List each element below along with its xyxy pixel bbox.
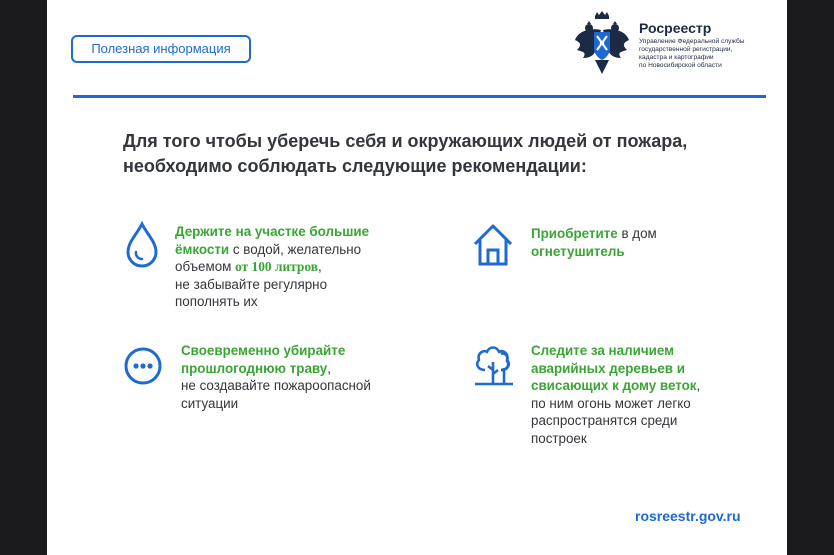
tip-trees-text-3: , bbox=[696, 378, 701, 393]
useful-info-badge: Полезная информация bbox=[71, 35, 251, 63]
tip-trees-highlight-2: аварийных деревьев и bbox=[531, 360, 685, 376]
tip-house-highlight-2: огнетушитель bbox=[531, 243, 625, 259]
headline-line-2: необходимо соблюдать следующие рекомендации: bbox=[123, 156, 587, 176]
house-icon bbox=[471, 220, 515, 268]
tip-extinguisher bbox=[471, 220, 731, 280]
water-drop-icon bbox=[123, 220, 167, 268]
tip-trees-text-6: построек bbox=[531, 430, 587, 446]
tip-water-containers bbox=[123, 220, 413, 316]
header-divider bbox=[73, 95, 766, 98]
tip-trees-text-4: по ним огонь может легко bbox=[531, 395, 691, 411]
tip-water-highlight-2: ёмкости bbox=[175, 241, 230, 257]
logo-subtitle: Управление Федеральной службы государственной регистрации, кадастра и картографии по Новосибирской области bbox=[639, 38, 745, 69]
rosreestr-logo bbox=[573, 8, 785, 80]
tip-dangerous-trees bbox=[471, 340, 741, 450]
tip-water-highlight-1: Держите на участке большие bbox=[175, 224, 370, 239]
tip-house-highlight-1: Приобретите bbox=[531, 226, 618, 241]
tip-trees-highlight-1: Следите за наличием bbox=[531, 343, 675, 358]
tip-water-text-4: не забывайте регулярно bbox=[175, 276, 328, 292]
tip-grass-highlight-2: прошлогоднюю траву bbox=[181, 360, 328, 376]
trees-icon bbox=[471, 340, 515, 388]
tip-trees-highlight-3: свисающих к дому веток bbox=[531, 378, 697, 393]
tip-grass-text-3: не создавайте пожароопасной bbox=[181, 378, 371, 393]
ellipsis-circle-icon bbox=[123, 340, 167, 388]
logo-title: Росреестр bbox=[639, 20, 712, 36]
slide bbox=[47, 0, 787, 555]
tip-water-text-2: с водой, желательно bbox=[229, 241, 362, 257]
headline bbox=[123, 129, 763, 179]
tip-water-text-5: пополнять их bbox=[175, 294, 258, 309]
tip-water-highlight-3: от 100 литров bbox=[235, 259, 318, 274]
tip-trees-text-5: распространятся среди bbox=[531, 413, 678, 428]
double-headed-eagle-emblem-icon bbox=[573, 10, 631, 76]
tip-remove-grass bbox=[123, 340, 423, 420]
footer-website-link[interactable]: rosreestr.gov.ru bbox=[635, 508, 741, 524]
tip-water-text-3b: , bbox=[317, 259, 322, 274]
tip-house-text-1: в дом bbox=[617, 226, 657, 241]
tip-grass-text-2: , bbox=[327, 360, 331, 376]
tip-water-text-3a: объемом bbox=[175, 259, 236, 274]
headline-line-1: Для того чтобы уберечь себя и окружающих людей от пожара, bbox=[123, 131, 688, 151]
tip-grass-highlight-1: Своевременно убирайте bbox=[181, 343, 346, 358]
tip-grass-text-4: ситуации bbox=[181, 395, 239, 411]
